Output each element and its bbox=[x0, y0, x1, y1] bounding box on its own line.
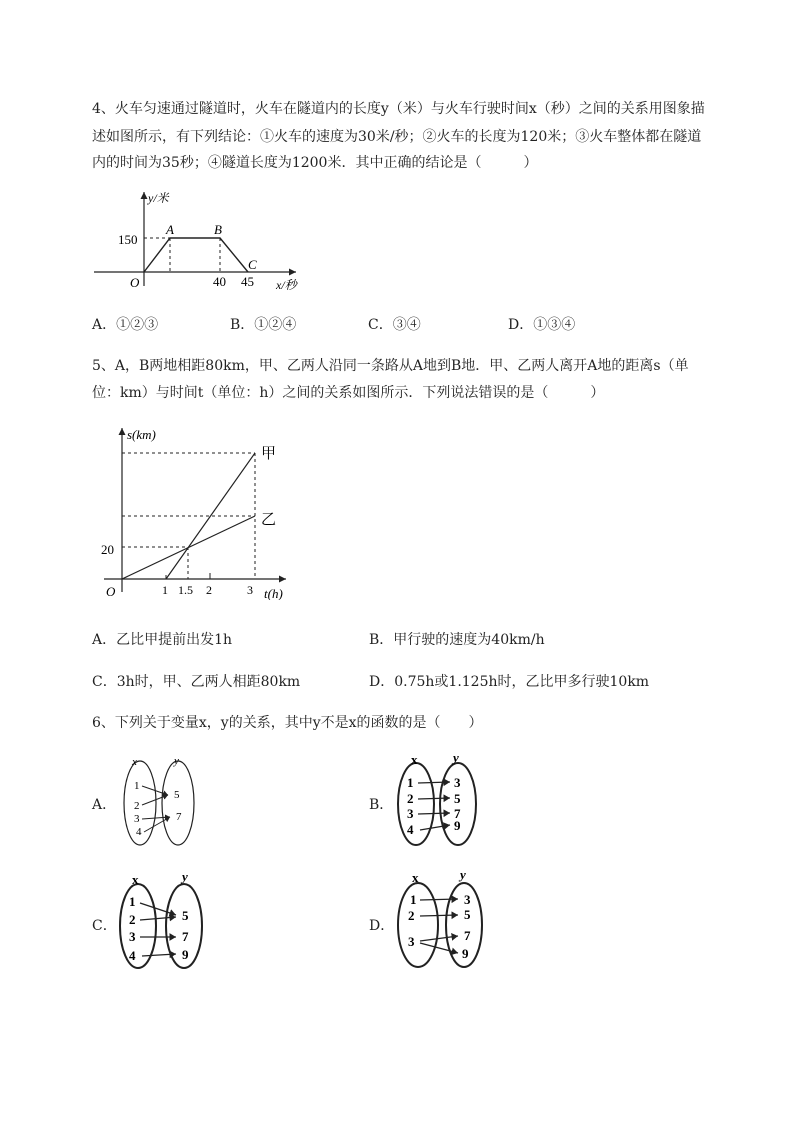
q4-point-b: B bbox=[214, 222, 222, 237]
q6-d-arrow-1 bbox=[420, 899, 458, 900]
q6-a-x-label: x bbox=[132, 756, 137, 768]
q6-d-set-x bbox=[398, 883, 438, 967]
q6-a-arrow-3 bbox=[142, 817, 170, 819]
q4-graph bbox=[90, 188, 320, 298]
q6-d-y-label: y bbox=[460, 867, 466, 882]
q6-option-letter-a: A． bbox=[92, 797, 117, 813]
q6-option-letter-b: B． bbox=[369, 797, 394, 813]
q6-d-arrow-3 bbox=[420, 936, 458, 941]
q6-a-y2: 7 bbox=[176, 811, 182, 823]
q6-d-y2: 5 bbox=[464, 907, 471, 922]
q6-a-set-y bbox=[162, 761, 194, 845]
q6-a-arrow-2 bbox=[142, 795, 168, 805]
q4-text-line-1: 4、火车匀速通过隧道时，火车在隧道内的长度y（米）与火车行驶时间x（秒）之间的关系用图象描 bbox=[92, 101, 705, 117]
q4-option-b: B．①②④ bbox=[230, 317, 297, 333]
q4-y-label: y/米 bbox=[148, 191, 169, 205]
q6-d-y3: 7 bbox=[464, 928, 471, 943]
q4-point-a: A bbox=[166, 222, 174, 237]
q4-origin: O bbox=[130, 275, 140, 290]
q6-d-x1: 1 bbox=[410, 892, 417, 907]
q5-option-a: A．乙比甲提前出发1h bbox=[92, 632, 233, 648]
q5-label-jia: 甲 bbox=[261, 446, 277, 462]
q6-d-x2: 2 bbox=[408, 908, 415, 923]
q6-b-x4: 4 bbox=[407, 822, 414, 837]
q6-c-y-label: y bbox=[182, 869, 188, 884]
q6-b-arrow-4 bbox=[420, 825, 450, 830]
q5-text-line-2: 位：km）与时间t（单位：h）之间的关系如图所示．下列说法错误的是（ ） bbox=[92, 385, 605, 401]
q6-d-x3: 3 bbox=[408, 934, 415, 949]
q6-c-x2: 2 bbox=[129, 912, 136, 927]
q6-a-x4: 4 bbox=[136, 826, 142, 838]
q6-d-x-label: x bbox=[412, 870, 419, 885]
q5-text-line-1: 5、A，B两地相距80km，甲、乙两人沿同一条路从A地到B地．甲、乙两人离开A地的距离s（单 bbox=[92, 358, 689, 374]
q6-b-set-x bbox=[398, 763, 434, 845]
q5-x-tick-2: 2 bbox=[206, 583, 212, 597]
q6-mapping-a bbox=[114, 753, 204, 849]
q6-mapping-c bbox=[112, 868, 212, 972]
q4-x-tick-40: 40 bbox=[213, 274, 226, 289]
q6-c-y1: 5 bbox=[182, 908, 189, 923]
q5-graph bbox=[96, 420, 296, 600]
q6-a-x1: 1 bbox=[134, 780, 140, 792]
q6-b-arrow-3 bbox=[418, 813, 450, 814]
q6-b-x1: 1 bbox=[407, 775, 414, 790]
q6-b-y-label: y bbox=[453, 750, 459, 765]
q6-b-x2: 2 bbox=[407, 791, 414, 806]
q6-c-y2: 7 bbox=[182, 929, 189, 944]
q6-a-y1: 5 bbox=[174, 789, 180, 801]
q6-a-y-label: y bbox=[174, 755, 179, 767]
q5-label-yi: 乙 bbox=[261, 512, 277, 528]
q6-b-arrow-1 bbox=[418, 782, 450, 783]
q4-option-d: D．①③④ bbox=[508, 317, 576, 333]
q5-option-c: C．3h时，甲、乙两人相距80km bbox=[92, 674, 301, 690]
q6-c-arrow-2 bbox=[140, 917, 176, 920]
q6-c-y3: 9 bbox=[182, 947, 189, 962]
q5-x-tick-3: 3 bbox=[247, 583, 253, 597]
q6-b-x-label: x bbox=[411, 752, 418, 767]
q4-x-tick-45: 45 bbox=[241, 274, 254, 289]
q6-b-y3: 7 bbox=[454, 806, 461, 821]
q6-c-arrow-1 bbox=[140, 903, 176, 915]
q5-origin: O bbox=[106, 584, 116, 599]
q6-option-letter-d: D． bbox=[369, 918, 395, 934]
q5-option-d: D．0.75h或1.125h时，乙比甲多行驶10km bbox=[369, 674, 650, 690]
q5-x-tick-1-5: 1.5 bbox=[178, 583, 193, 597]
q6-d-arrow-2 bbox=[420, 915, 458, 916]
q6-c-x-label: x bbox=[132, 872, 139, 887]
q4-x-label: x/秒 bbox=[276, 278, 297, 292]
q4-option-c: C．③④ bbox=[368, 317, 421, 333]
q6-d-y1: 3 bbox=[464, 892, 471, 907]
q6-mapping-d bbox=[390, 866, 494, 972]
q6-d-y4: 9 bbox=[462, 946, 469, 961]
q4-option-a: A．①②③ bbox=[92, 317, 159, 333]
q5-x-tick-1: 1 bbox=[162, 583, 168, 597]
q4-point-c: C bbox=[248, 257, 257, 272]
q6-d-arrow-4 bbox=[420, 943, 458, 953]
q4-text-line-3: 内的时间为35秒；④隧道长度为1200米．其中正确的结论是（ ） bbox=[92, 155, 538, 171]
q4-text-line-2: 述如图所示，有下列结论：①火车的速度为30米/秒；②火车的长度为120米；③火车整体都在隧道 bbox=[92, 129, 702, 145]
q5-line-jia bbox=[166, 453, 255, 579]
q6-c-x4: 4 bbox=[129, 948, 136, 963]
q5-y-label: s(km) bbox=[127, 427, 156, 442]
q6-b-y2: 5 bbox=[454, 791, 461, 806]
q6-text-line-1: 6、下列关于变量x，y的关系，其中y不是x的函数的是（ ） bbox=[92, 715, 483, 731]
q6-b-arrow-2 bbox=[418, 798, 450, 799]
q5-x-label: t(h) bbox=[264, 586, 283, 600]
q5-y-tick-20: 20 bbox=[101, 542, 114, 557]
q6-a-x2: 2 bbox=[134, 800, 140, 812]
q6-option-letter-c: C． bbox=[92, 918, 117, 934]
q6-c-x3: 3 bbox=[129, 929, 136, 944]
q6-c-x1: 1 bbox=[129, 894, 136, 909]
q6-b-y4: 9 bbox=[454, 818, 461, 833]
q5-option-b: B．甲行驶的速度为40km/h bbox=[369, 632, 545, 648]
q4-graph-line bbox=[144, 238, 248, 272]
q6-b-y1: 3 bbox=[454, 775, 461, 790]
q6-mapping-b bbox=[390, 750, 490, 850]
q6-a-x3: 3 bbox=[134, 813, 140, 825]
q6-b-x3: 3 bbox=[407, 806, 414, 821]
q4-y-tick-150: 150 bbox=[118, 232, 138, 247]
